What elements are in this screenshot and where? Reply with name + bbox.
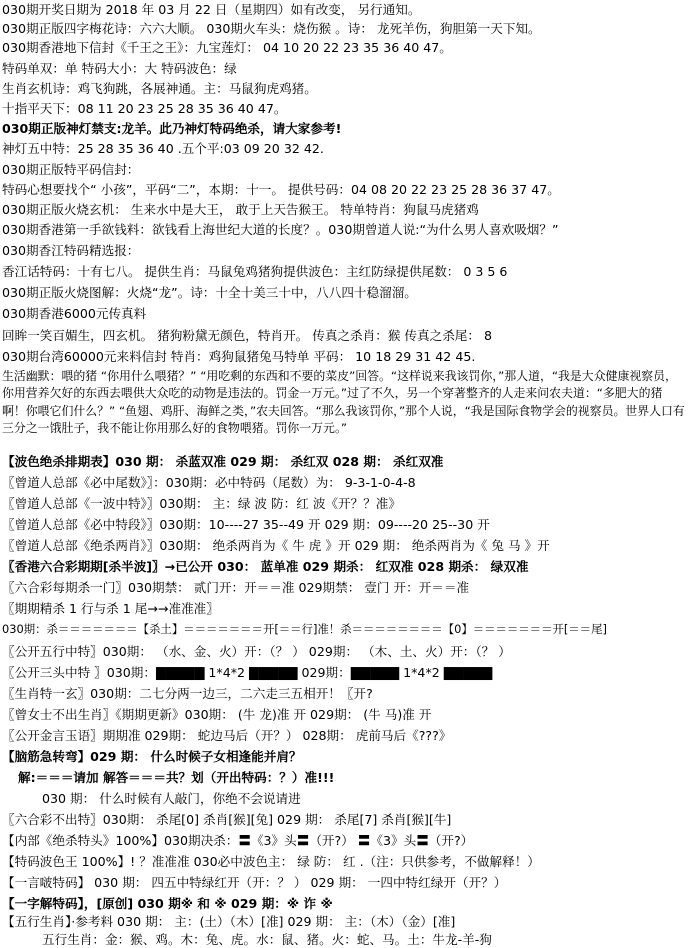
one-word-line: 【一言啵特码】 030 期： 四五中特绿红开（开：？ ） 029 期： 一四中特红绿开（开？） <box>2 875 507 890</box>
riddle-question-line: 030 期： 什么时候有人敲门，你绝不会说请进 <box>42 791 301 806</box>
golden-words-line: 〖公开金言玉语〗期期准 029期： 蛇边马后（开？） 028期： 虎前马后《???》 <box>2 728 452 743</box>
color-king-line: 【特码波色王 100%】! ？准准准 030必中波色主： 绿 防： 红 .（注：只供参考，不做解释！） <box>2 854 540 869</box>
issue-date-notice: 030期开奖日期为 2018 年 03 月 22 日（星期四）如有改变， 另行通知。 <box>2 2 421 17</box>
hk-first-hand-line: 030期香港第一手欲钱料：欲钱看上海世纪大道的长度？。030期曾道人说:“为什么男人喜欢吸烟？” <box>2 222 559 237</box>
not-out-special-line: 〖六合彩不出特〗030期： 杀尾[0] 杀肖[猴][兔] 029 期： 杀尾[7] 杀肖[猴][牛] <box>2 812 452 827</box>
five-element-zodiac-line: 【五行生肖】·参考料 030 期： 主：(土）（木）[准] 029 期： 主：（木）（金）[准] <box>2 914 456 929</box>
element-zodiac-legend: 五行生肖：金：猴、鸡。木：兔、虎。水：鼠、猪。火：蛇、马。土：牛龙-羊-狗 <box>42 932 492 947</box>
riddle-answer-line: 解:＝＝＝请加 解答＝＝＝共？划（开出特码：？）准!!! <box>18 770 335 785</box>
kill-row-tail-title: 〖期期精杀 1 行与杀 1 尾→→准准准〗 <box>2 601 219 616</box>
riddle-title-line: 【脑筋急转弯】029 期： 什么时候子女相逢能并肩？ <box>2 749 302 764</box>
ten-fingers-line: 十指平天下：08 11 20 23 25 28 35 36 40 47。 <box>2 101 287 116</box>
color-kill-schedule: 【波色绝杀排期表】030 期： 杀蓝双准 029 期： 杀红双 028 期： 杀红双准 <box>2 454 444 469</box>
hk-underground-envelope: 030期香港地下信封《千王之王》：九宝莲灯： 04 10 20 22 23 35 36 40 47。 <box>2 40 452 55</box>
special-code-wish-line: 特码心想要找个“ 小孩”，平码“二”，本期：十一。 提供号码：04 08 20 22 23 25 28 36 37 47。 <box>2 182 560 197</box>
fire-diagram-line: 030期正版火烧图解：火烧“龙”。诗：十全十美三十中，八八四十稳溜溜。 <box>2 285 417 300</box>
zodiac-mystery-line: 〖生肖特一玄〗030期：二七分两一边三，二六走三五相开！〖开? <box>2 686 373 701</box>
humor-story-paragraph: 生活幽默：喂的猪 “你用什么喂猪？” “用吃剩的东西和不要的菜皮”回答。“这样说来我该罚你，”那人道，“我是大众健康视察员，你用营养欠好的东西去喂供大众吃的动物是违法的。罚金一万元。”过了不久，另一个穿著整齐的人走来问农夫道：“多肥大的猪啊！你喂它们什么？” “鱼翅、鸡肝、海鲜之类，”农夫回答。“那么我该罚你，”那个人说，“我是国际食物学会的视察员。世界人口有三分之一饿肚子，我不能让你用那么好的食物喂猪。罚你一万元。” <box>2 369 685 436</box>
lamp-five-line: 神灯五中特：25 28 35 36 40 .五个平:03 09 20 32 42. <box>2 141 324 156</box>
five-elements-line: 〖公开五行中特〗030期： （水、金、火）开：（？ ） 029期： （木、土、火）开：（？ ） <box>2 644 511 659</box>
three-heads-line: 〖公开三头中特 〗030期：▇▇▇▇▇ 1*4*2 ▇▇▇▇▇ 029期：▇▇▇▇▇ 1*4*2 ▇▇▇▇▇ <box>2 665 493 680</box>
flat-code-envelope-title: 030期正版特平码信封： <box>2 162 140 177</box>
plum-poem-line: 030期正版四字梅花诗：六六大顺。 030期火车头：烧伤猴 。诗： 龙死羊伤，狗胆第一天下知。 <box>2 21 541 36</box>
kill-half-wave-line: 〖香港六合彩期期[杀半波]〗→已公开 030： 蓝单准 029 期杀： 红双准 028 期杀： 绿双准 <box>2 559 529 574</box>
hk-river-report-title: 030期香江特码精选报： <box>2 243 140 258</box>
special-code-attributes: 特码单双：单 特码大小：大 特码波色：绿 <box>2 61 237 76</box>
kill-row-tail-line: 030期：杀＝＝＝＝＝＝＝【杀土】＝＝＝＝＝＝＝开[＝＝行]准！杀＝＝＝＝＝＝＝＝【0】＝＝＝＝＝＝＝开[＝＝尾] <box>2 622 607 636</box>
hk-fax-title: 030期香港6000元传真料 <box>2 306 147 321</box>
must-hit-range-line: 〖曾道人总部《必中特段》〗030期：10----27 35--49 开 029 期：09----20 25--30 开 <box>2 517 490 532</box>
kill-two-zodiac-line: 〖曾道人总部《绝杀两肖》〗030期： 绝杀两肖为《 牛 虎 》开 029 期： 绝杀两肖为《 兔 马 》开 <box>2 538 550 553</box>
kill-head-line: 【内部《绝杀特头》100%】030期决杀：〓《3》头〓（开?） 〓《3》头〓（开?） <box>2 833 474 848</box>
one-char-line: 【一字解特码】，[原创] 030 期※ 和 ※ 029 期：※ 诈 ※ <box>2 896 333 911</box>
zodiac-poem-line: 生肖玄机诗：鸡飞狗跳，各展神通。主：马鼠狗虎鸡猪。 <box>2 81 317 96</box>
one-wave-line: 〖曾道人总部《一波中特》〗030期： 主：绿 波 防：红 波《开？？准》 <box>2 496 401 511</box>
lamp-forbidden-line: 030期正版神灯禁支:龙羊。此乃神灯特码绝杀，请大家参考! <box>2 121 342 136</box>
taiwan-envelope-line: 030期台湾60000元来料信封 特肖：鸡狗鼠猪兔马特单 平码： 10 18 29 31 42 45. <box>2 349 476 364</box>
fire-mystery-line: 030期正版火烧玄机： 生来水中是大王， 敢于上天告猴王。 特单特肖：狗鼠马虎猪鸡 <box>2 202 479 217</box>
kill-one-gate-line: 〖六合彩每期杀一门〗030期禁： 贰门开：开＝＝准 029期禁： 壹门 开：开＝＝准 <box>2 580 470 595</box>
fax-kill-line: 回眸一笑百媚生，四玄机。 猪狗粉黛无颜色，特肖开。 传真之杀肖：猴 传真之杀尾： 8 <box>2 328 492 343</box>
not-out-zodiac-line: 〖曾女士不出生肖〗《期期更新》030期： (牛 龙)准 开 029期： (牛 马)准 开 <box>2 707 432 722</box>
hk-river-code-line: 香江话特码：十有七八。 提供生肖：马鼠兔鸡猪狗提供波色：主红防绿提供尾数： 0 3 5 6 <box>2 264 508 279</box>
must-hit-tail-line: 〖曾道人总部《必中尾数》〗：030期：必中特码（尾数）为： 9-3-1-0-4-8 <box>2 475 416 490</box>
